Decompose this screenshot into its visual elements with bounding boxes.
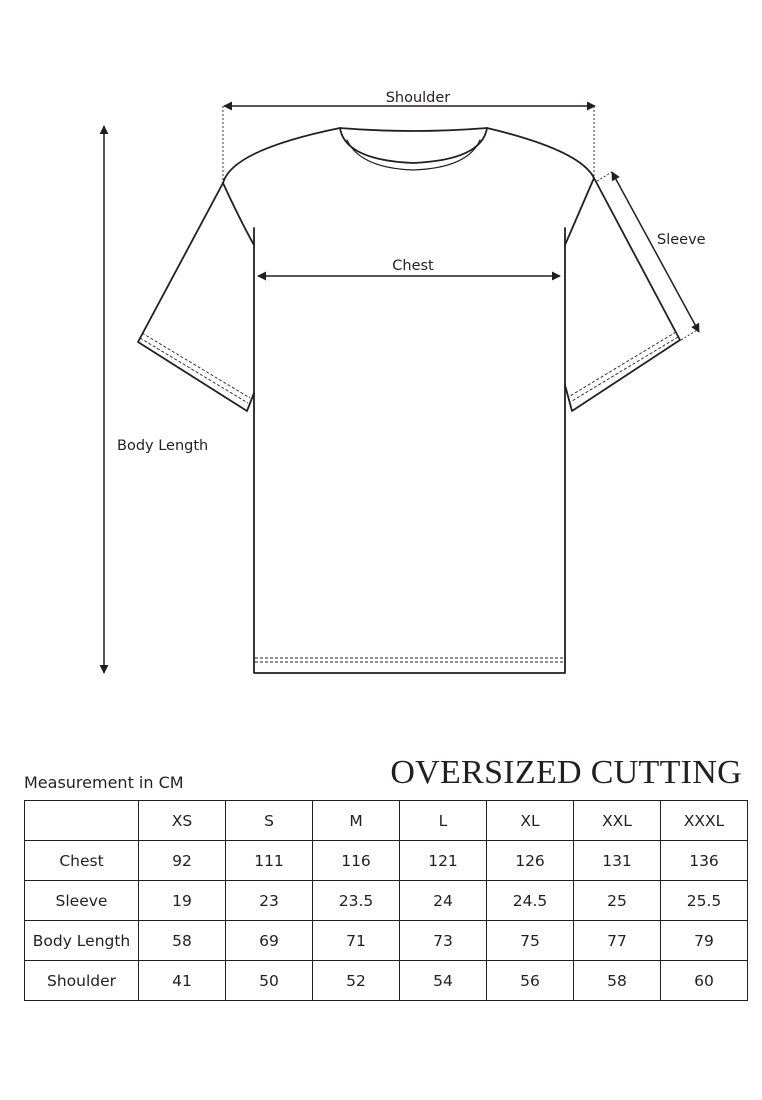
row-label: Shoulder <box>25 961 139 1001</box>
size-header: M <box>313 801 400 841</box>
size-header: L <box>400 801 487 841</box>
table-cell: 136 <box>661 841 748 881</box>
size-header: XS <box>139 801 226 841</box>
table-cell: 23 <box>226 881 313 921</box>
table-cell: 52 <box>313 961 400 1001</box>
table-header-row <box>25 801 748 841</box>
table-cell: 58 <box>574 961 661 1001</box>
table-cell: 111 <box>226 841 313 881</box>
table-cell: 19 <box>139 881 226 921</box>
table-cell: 73 <box>400 921 487 961</box>
row-label: Body Length <box>25 921 139 961</box>
size-header: XXL <box>574 801 661 841</box>
table-cell: 50 <box>226 961 313 1001</box>
page-title: OVERSIZED CUTTING <box>390 754 742 791</box>
table-cell: 92 <box>139 841 226 881</box>
measurement-unit-note: Measurement in CM <box>24 773 184 792</box>
table-cell: 54 <box>400 961 487 1001</box>
stitch-lines <box>140 332 678 662</box>
table-cell: 75 <box>487 921 574 961</box>
table-cell: 24.5 <box>487 881 574 921</box>
table-cell: 25 <box>574 881 661 921</box>
table-cell: 77 <box>574 921 661 961</box>
body-length-label: Body Length <box>117 438 209 454</box>
table-cell: 24 <box>400 881 487 921</box>
table-row <box>25 921 748 961</box>
table-cell: 131 <box>574 841 661 881</box>
size-header: XXXL <box>661 801 748 841</box>
header-corner-cell <box>25 801 139 841</box>
table-cell: 79 <box>661 921 748 961</box>
table-cell: 23.5 <box>313 881 400 921</box>
table-cell: 41 <box>139 961 226 1001</box>
table-cell: 121 <box>400 841 487 881</box>
table-cell: 25.5 <box>661 881 748 921</box>
extension-lines <box>223 106 697 340</box>
row-label: Chest <box>25 841 139 881</box>
table-cell: 56 <box>487 961 574 1001</box>
sleeve-arrow <box>612 172 699 332</box>
table-cell: 60 <box>661 961 748 1001</box>
table-cell: 116 <box>313 841 400 881</box>
shoulder-label: Shoulder <box>385 90 451 106</box>
table-cell: 69 <box>226 921 313 961</box>
chest-label: Chest <box>392 258 434 274</box>
dimension-arrows <box>104 106 699 673</box>
table-row <box>25 881 748 921</box>
size-chart-table <box>24 800 748 1001</box>
table-row <box>25 961 748 1001</box>
sleeve-label: Sleeve <box>657 232 706 248</box>
size-header: XL <box>487 801 574 841</box>
size-header: S <box>226 801 313 841</box>
table-cell: 71 <box>313 921 400 961</box>
row-label: Sleeve <box>25 881 139 921</box>
table-cell: 58 <box>139 921 226 961</box>
tshirt-outline <box>138 128 680 673</box>
table-row <box>25 841 748 881</box>
table-cell: 126 <box>487 841 574 881</box>
